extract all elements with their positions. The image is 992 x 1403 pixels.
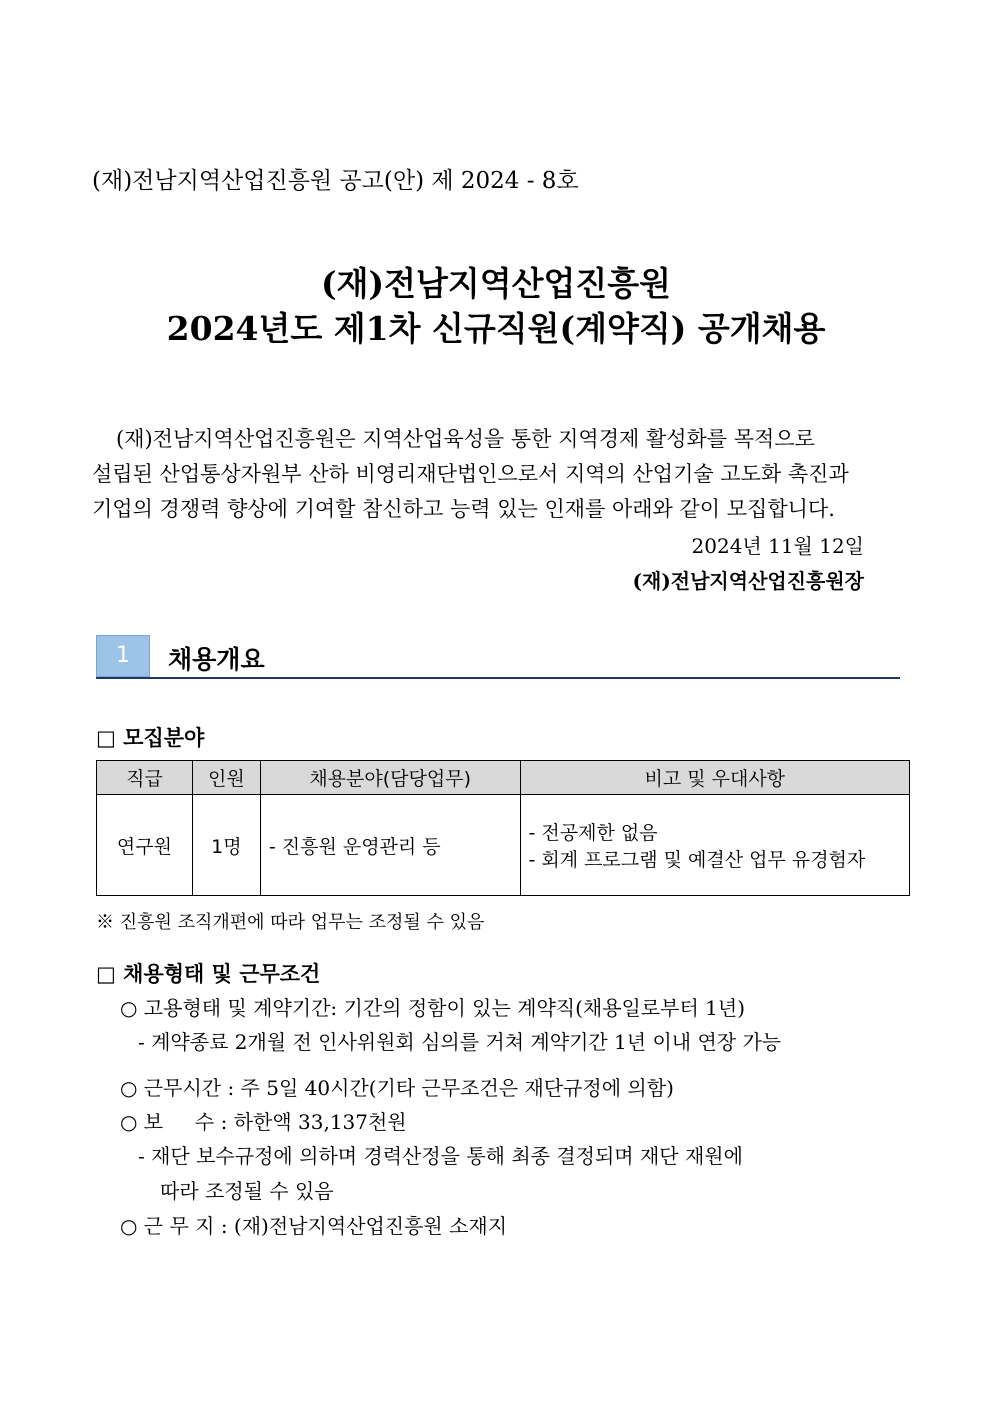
cell-field: - 진흥원 운영관리 등 (260, 795, 520, 896)
contract-extension: - 계약종료 2개월 전 인사위원회 심의를 거쳐 계약기간 1년 이내 연장 가능 (138, 1030, 782, 1054)
recruit-table (96, 760, 910, 896)
page-title-line1: (재)전남지역산업진흥원 (320, 264, 671, 303)
section-title: 채용개요 (168, 645, 265, 674)
recruit-heading: □ 모집분야 (96, 725, 205, 750)
cell-count: 1명 (192, 795, 260, 896)
employment-type: ○ 고용형태 및 계약기간: 기간의 정함이 있는 계약직(채용일로부터 1년) (120, 996, 746, 1020)
remark-item: - 회계 프로그램 및 예결산 업무 유경험자 (528, 849, 866, 871)
section-divider (96, 677, 900, 679)
column-header-rank: 직급 (97, 761, 193, 795)
notice-number: (재)전남지역산업진흥원 공고(안) 제 2024 - 8호 (92, 168, 579, 194)
page-title-line2: 2024년도 제1차 신규직원(계약직) 공개채용 (166, 309, 826, 348)
salary-note: - 재단 보수규정에 의하며 경력산정을 통해 최종 결정되며 재단 재원에 (138, 1144, 743, 1168)
salary-note-continued: 따라 조정될 수 있음 (160, 1179, 334, 1203)
intro-line: 설립된 산업통상자원부 산하 비영리재단법인으로서 지역의 산업기술 고도화 촉진과 (92, 462, 849, 486)
announcement-date: 2024년 11월 12일 (691, 534, 864, 558)
section-number-badge: 1 (96, 635, 150, 677)
remark-item: - 전공제한 없음 (528, 822, 658, 844)
issuer-name: (재)전남지역산업진흥원장 (632, 569, 864, 593)
column-header-field: 채용분야(담당업무) (260, 761, 520, 795)
cell-remarks (520, 795, 910, 896)
intro-paragraph (92, 422, 900, 527)
cell-rank: 연구원 (97, 795, 193, 896)
working-hours: ○ 근무시간 : 주 5일 40시간(기타 근무조건은 재단규정에 의함) (120, 1076, 674, 1100)
salary: ○ 보 수 : 하한액 33,137천원 (120, 1110, 407, 1134)
table-header-row (97, 761, 910, 795)
column-header-count: 인원 (192, 761, 260, 795)
conditions-heading: □ 채용형태 및 근무조건 (96, 961, 321, 986)
work-location: ○ 근 무 지 : (재)전남지역산업진흥원 소재지 (120, 1214, 508, 1238)
intro-line: (재)전남지역산업진흥원은 지역산업육성을 통한 지역경제 활성화를 목적으로 (116, 427, 815, 451)
column-header-remarks: 비고 및 우대사항 (520, 761, 910, 795)
intro-line: 기업의 경쟁력 향상에 기여할 참신하고 능력 있는 인재를 아래와 같이 모집합니다. (92, 497, 835, 521)
table-row (97, 795, 910, 896)
reorganization-note: ※ 진흥원 조직개편에 따라 업무는 조정될 수 있음 (96, 912, 485, 933)
